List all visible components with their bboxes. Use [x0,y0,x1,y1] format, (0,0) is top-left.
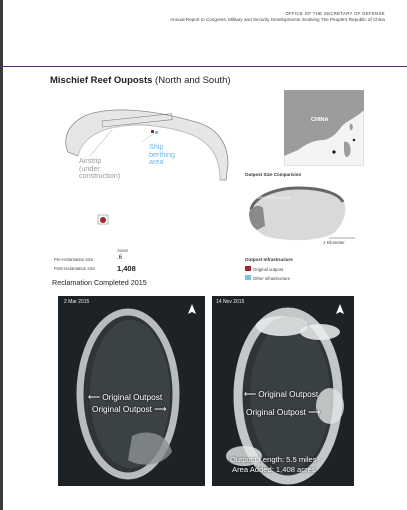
page-title [50,75,231,86]
south-outpost-marker [100,217,106,223]
photo-before-callout-b [92,404,166,414]
airstrip-line-3: construction) [79,171,121,181]
region-dot [353,139,355,141]
original-outpost-marker [151,130,154,133]
original-outpost-legend-label: Original outpost [253,267,284,272]
ship-line-2: berthing [149,149,175,159]
area-added-stat: Area Added: 1,408 acres [232,465,316,474]
inset-china-label: CHINA [311,117,329,123]
pre-reclamation-label: Pre-reclamation size [54,257,94,262]
pre-reclamation-value: .6 [117,255,123,261]
photo-after-callout-b [246,407,320,417]
reclamation-completed: Reclamation Completed 2015 [52,278,147,287]
arrow-left-icon: ⟵ [88,392,100,402]
ship-line-1: Ship [149,142,164,151]
header-office: OFFICE OF THE SECRETARY OF DEFENSE [285,11,385,16]
acres-unit-label: Acres [117,248,128,253]
satellite-photo-before [58,296,205,486]
ship-berthing-label [149,143,175,166]
callout-after-a-text: Original Outpost [258,389,319,399]
ship-berth-leader [142,132,156,142]
title-bold: Mischief Reef Ouposts [50,75,153,86]
inset-locator-map [284,90,364,166]
photo-before-callout-a [88,392,162,402]
ship-line-3: area [149,157,164,167]
photo-before-scene [58,296,205,486]
post-reclamation-label: Post-reclamation size [54,266,96,271]
callout-before-a-text: Original Outpost [102,392,163,402]
airstrip-line-1: Airstrip [79,156,102,165]
cloud-3 [316,388,344,424]
comparison-overlay-label: Mischief Outposts [257,195,292,200]
airstrip-label [79,157,120,180]
original-outpost-swatch [245,266,251,271]
photo-after-date: 14 Nov 2015 [216,299,245,305]
other-infrastructure-swatch [245,275,251,280]
photo-after-callout-a [244,389,318,399]
cloud-2 [300,324,340,340]
photo-before-date: 2 Mar 2015 [64,299,90,305]
post-reclamation-value: 1,408 [117,264,136,273]
callout-before-b-text: Original Outpost [92,404,152,414]
size-comparison-graphic [243,180,365,244]
page-edge [0,0,3,510]
infrastructure-title: Outpost Infrastructure [245,257,293,262]
comparison-outpost-shape [249,206,265,230]
size-comparison-title: Outpost Size Comparision [245,172,302,177]
callout-after-b-text: Original Outpost [246,407,306,417]
arrow-left-icon: ⟵ [244,389,256,399]
header-report-title: Annual Report to Congress: Military and Security Developments Involving The People's Republic of China [170,17,385,22]
arrow-right-icon: ⟶ [154,404,167,414]
other-infrastructure-legend-label: Other infrastructure [253,276,291,281]
header-rule [0,66,407,67]
mischief-reef-dot [332,150,335,153]
title-rest: (North and South) [152,75,231,86]
outpost-length-stat: Outpost Length: 5.5 miles [230,455,317,464]
infrastructure-marker [155,131,158,134]
scale-label: 1 Kilometer [323,240,345,245]
arrow-right-icon: ⟶ [308,407,321,417]
airstrip-line-2: (under [79,163,100,173]
